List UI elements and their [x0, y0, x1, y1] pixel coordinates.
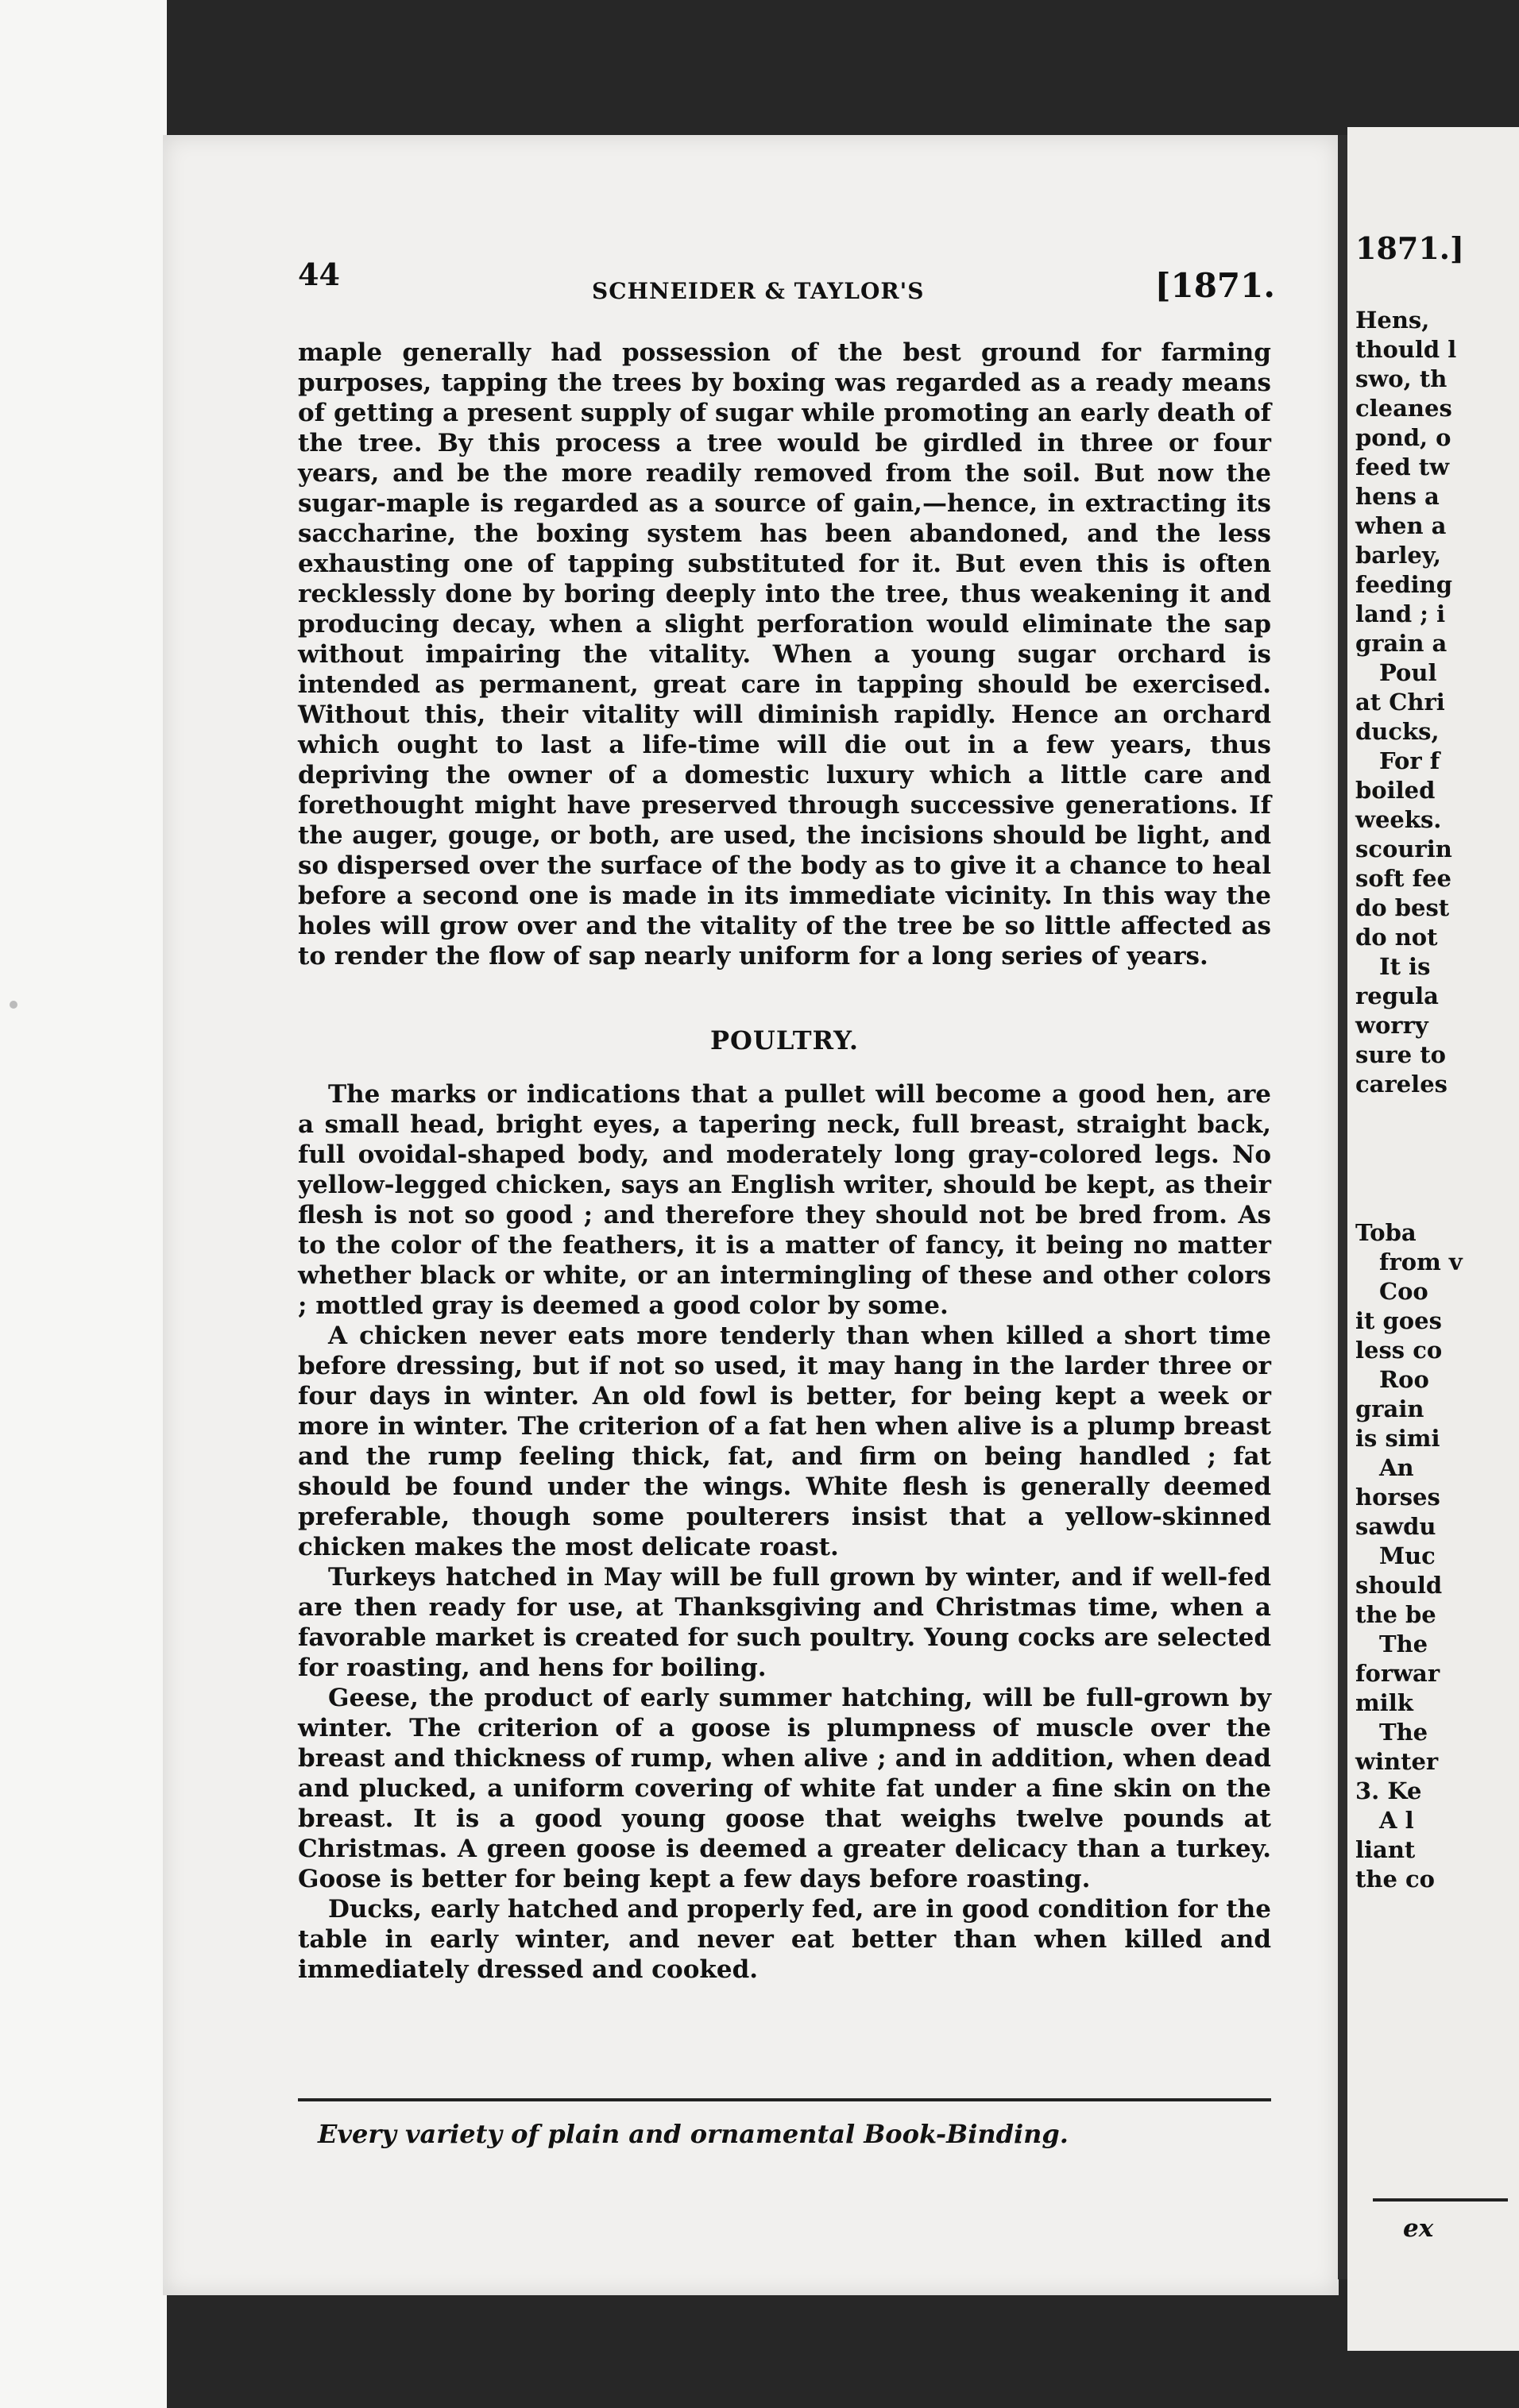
- right-page-line: barley,: [1355, 542, 1441, 569]
- right-page-line: liant: [1355, 1836, 1416, 1863]
- right-page-line: Coo: [1379, 1278, 1428, 1305]
- right-page-line: weeks.: [1355, 806, 1442, 833]
- right-page-line: the co: [1355, 1866, 1436, 1893]
- right-page-line: It is: [1379, 953, 1431, 980]
- right-page: [1347, 127, 1519, 2351]
- right-page-line: scourin: [1355, 835, 1452, 862]
- scan-margin: [0, 0, 167, 2408]
- right-page-line: sure to: [1355, 1041, 1446, 1068]
- right-page-line: regula: [1355, 982, 1439, 1009]
- page-number: 44: [298, 257, 340, 292]
- right-page-line: horses: [1355, 1484, 1440, 1511]
- right-page-line: at Chri: [1355, 689, 1445, 716]
- right-page-line: forwar: [1355, 1660, 1440, 1687]
- section-heading: POULTRY.: [709, 1025, 859, 1055]
- right-page-line: the be: [1355, 1601, 1436, 1628]
- right-page-line: careles: [1355, 1071, 1447, 1098]
- right-page-line: A l: [1379, 1807, 1414, 1834]
- right-page-line: when a: [1355, 512, 1447, 539]
- paragraph: Geese, the product of early summer hatching, will be full-grown by winter. The criterion of a goose is plumpness of muscle over the breast and thickness of rump, when alive ; and in addition, when dead and plucked, a uniform covering of white fat under a fine skin on the breast. It is a good young goose that weighs twelve pounds at Christmas. A green goose is deemed a greater delicacy than a turkey. Goose is better for being kept a few days before roasting.: [298, 1684, 1271, 1893]
- header-year: [1871.: [1154, 266, 1275, 305]
- right-page-line: An: [1379, 1454, 1414, 1481]
- right-page-line: do best: [1355, 894, 1450, 921]
- right-page-line: swo, th: [1355, 365, 1447, 392]
- paragraph: Ducks, early hatched and properly fed, are in good condition for the table in early winter, and never eat better than when killed and immediately dressed and cooked.: [298, 1895, 1271, 1984]
- right-page-line: soft fee: [1355, 865, 1452, 892]
- right-page-line: should: [1355, 1572, 1443, 1599]
- right-page-line: it goes: [1355, 1307, 1442, 1334]
- right-page-line: grain a: [1355, 630, 1447, 657]
- footer-rule: [298, 2098, 1271, 2101]
- right-page-line: milk: [1355, 1689, 1413, 1716]
- scan-speck: [10, 1001, 17, 1009]
- right-page-line: boiled: [1355, 777, 1436, 804]
- paragraph: A chicken never eats more tenderly than when killed a short time before dressing, but if not so used, it may hang in the larder three or four days in winter. An old fowl is better, for being kept a week or more in winter. The criterion of a fat hen when alive is a plump breast and the rump feeling thick, fat, and firm on being handled ; fat should be found under the wings. White flesh is generally deemed preferable, though some poulterers insist that a yellow-skinned chicken makes the most delicate roast.: [298, 1322, 1271, 1561]
- right-page-footer: ex: [1403, 2214, 1434, 2243]
- right-page-line: 3. Ke: [1355, 1777, 1422, 1804]
- page-gutter: [1338, 135, 1347, 2279]
- right-page-line: Roo: [1379, 1366, 1429, 1393]
- article-body: [298, 338, 1271, 1985]
- header-title: SCHNEIDER & TAYLOR'S: [592, 278, 925, 304]
- footer-advertisement: Every variety of plain and ornamental Book-Binding.: [318, 2119, 1069, 2149]
- right-page-header: 1871.]: [1355, 230, 1464, 266]
- right-page-line: cleanes: [1355, 395, 1452, 422]
- right-page-line: grain: [1355, 1395, 1424, 1422]
- paragraph: maple generally had possession of the best ground for farming purposes, tapping the trees by boxing was regarded as a ready means of getting a present supply of sugar while promoting an early death of the tree. By this process a tree would be girdled in three or four years, and be the more readily removed from the soil. But now the sugar-maple is regarded as a source of gain,—hence, in extracting its saccharine, the boxing system has been abandoned, and the less exhausting one of tapping substituted for it. But even this is often recklessly done by boring deeply into the tree, thus weakening it and producing decay, when a slight perforation would eliminate the sap without impairing the vitality. When a young sugar orchard is intended as permanent, great care in tapping should be exercised. Without this, their vitality will diminish rapidly. Hence an orchard which ought to last a life-time will die out in a few years, thus depriving the owner of a domestic luxury which a little care and forethought might have preserved through successive generations. If the auger, gouge, or both, are used, the incisions should be light, and so dispersed over the surface of the body as to give it a chance to heal before a second one is made in its immediate vicinity. In this way the holes will grow over and the vitality of the tree be so little affected as to render the flow of sap nearly uniform for a long series of years.: [298, 338, 1271, 971]
- right-page-line: do not: [1355, 924, 1438, 951]
- running-head: [298, 250, 1291, 314]
- right-page-line: less co: [1355, 1337, 1443, 1364]
- paragraph: Turkeys hatched in May will be full grown by winter, and if well-fed are then ready for use, at Thanksgiving and Christmas time, when a favorable market is created for such poultry. Young cocks are selected for roasting, and hens for boiling.: [298, 1563, 1271, 1682]
- right-page-line: is simi: [1355, 1425, 1440, 1452]
- right-page-line: sawdu: [1355, 1513, 1436, 1540]
- right-page-line: worry: [1355, 1012, 1428, 1039]
- right-page-line: thould l: [1355, 336, 1457, 363]
- right-page-line: pond, o: [1355, 424, 1451, 451]
- right-page-line: hens a: [1355, 483, 1440, 510]
- right-page-line: Toba: [1355, 1219, 1417, 1246]
- right-page-line: from v: [1379, 1248, 1463, 1275]
- right-page-line: The: [1379, 1630, 1428, 1657]
- right-page-line: feed tw: [1355, 453, 1450, 480]
- right-page-rule: [1373, 2198, 1508, 2202]
- right-page-line: ducks,: [1355, 718, 1440, 745]
- right-page-line: For f: [1379, 747, 1440, 774]
- right-page-line: winter: [1355, 1748, 1439, 1775]
- right-page-line: Hens,: [1355, 307, 1430, 334]
- right-page-line: Poul: [1379, 659, 1437, 686]
- right-page-line: The: [1379, 1719, 1428, 1746]
- paragraph: The marks or indications that a pullet will become a good hen, are a small head, bright eyes, a tapering neck, full breast, straight back, full ovoidal-shaped body, and moderately long gray-colored legs. No yellow-legged chicken, says an English writer, should be kept, as their flesh is not so good ; and therefore they should not be bred from. As to the color of the feathers, it is a matter of fancy, it being no matter whether black or white, or an intermingling of these and other colors ; mottled gray is deemed a good color by some.: [298, 1080, 1271, 1320]
- right-page-line: land ; i: [1355, 600, 1446, 627]
- right-page-line: feeding: [1355, 571, 1453, 598]
- right-page-text: [1355, 306, 1514, 1894]
- right-page-line: Muc: [1379, 1542, 1436, 1569]
